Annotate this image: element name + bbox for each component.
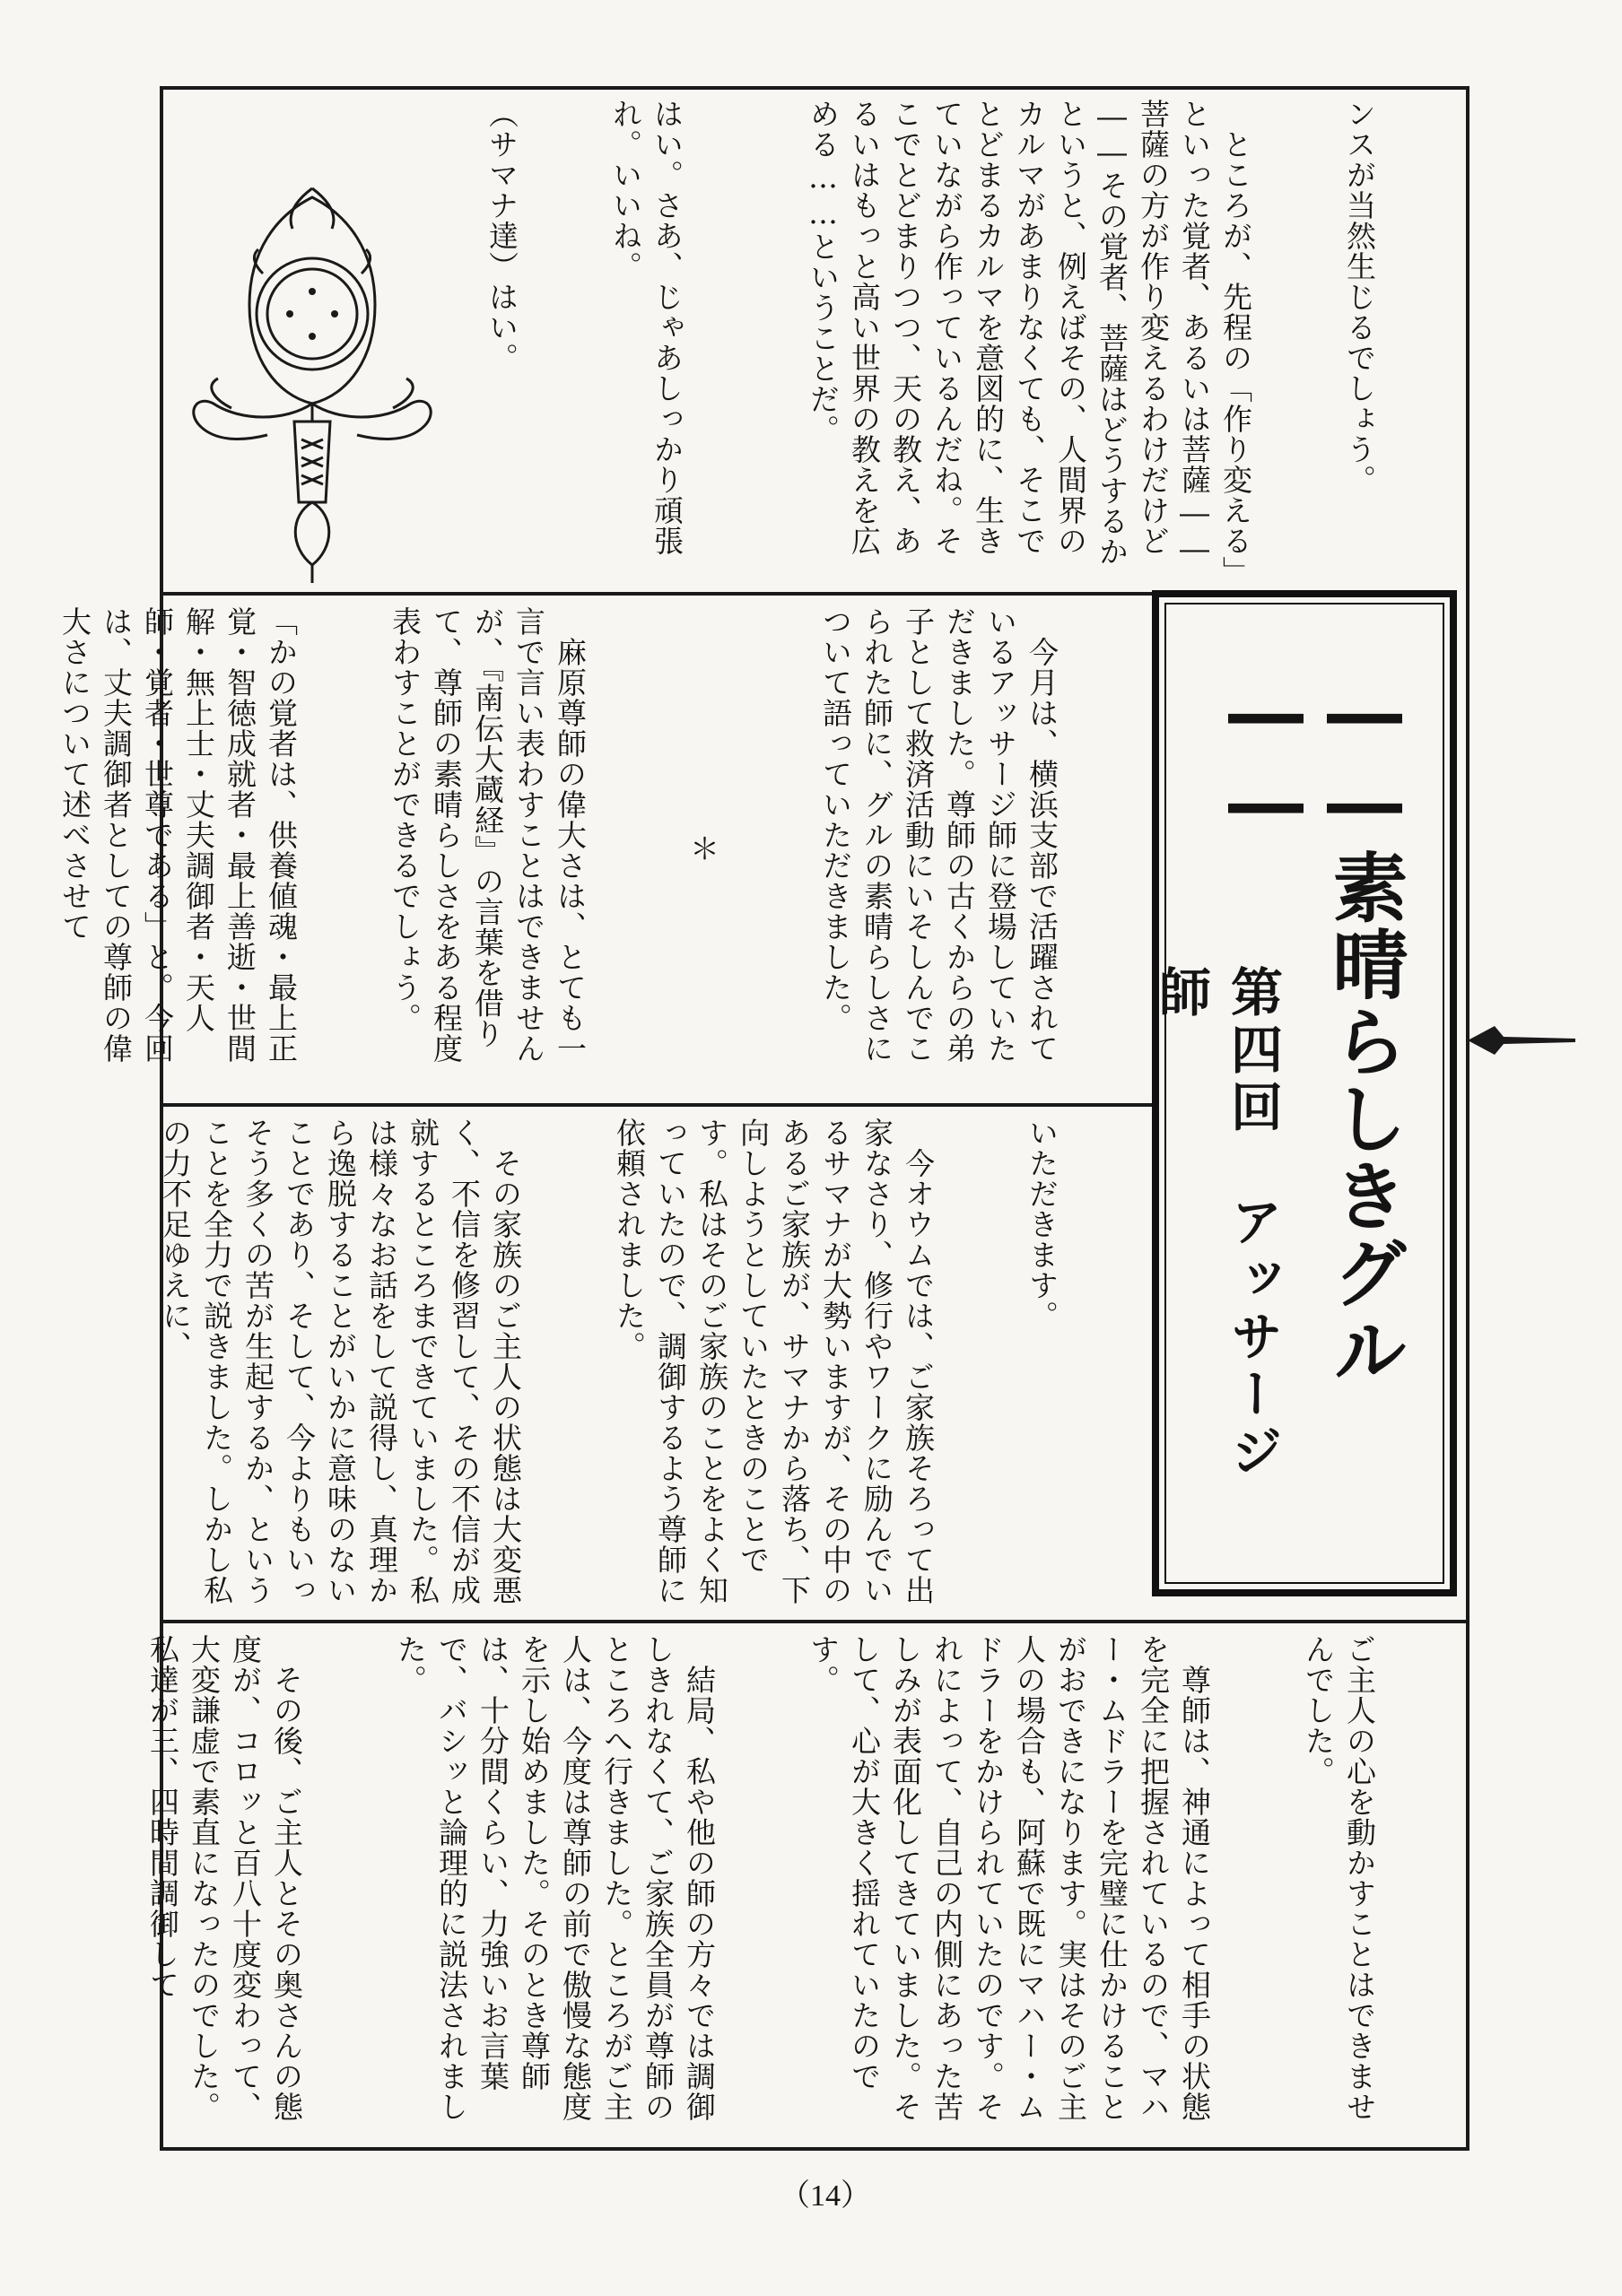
paragraph: ご主人の心を動かすことはできませんでした。: [1301, 1634, 1377, 2122]
dharma-wheel-ornament-icon: [178, 179, 447, 592]
paragraph: （サマナ達）はい。: [484, 99, 519, 373]
page-title: ――素晴らしきグル――: [1222, 669, 1408, 1388]
paragraph: その家族のご主人の状態は大変悪く、不信を修習して、その不信が成就するところまできていました。私は様々なお話をして説得し、真理から逸脱することがいかに意味のないことであり、そして、今よりもいっそう多くの苦が生起するか、ということを全力で説きました。しかし私の力不足ゆえに、: [158, 1118, 523, 1605]
paragraph: いただきます。: [1025, 1118, 1060, 1331]
paragraph: 今オウムでは、ご家族そろって出家なさり、修行やワークに励んでいるサマナが大勢いますが、その中のあるご家族が、サマナから落ち、下向しようとしていたときのことです。私はそのご家族のことをよく知っていたので、調御するよう尊師に依頼されました。: [612, 1118, 936, 1605]
paragraph: 今月は、横浜支部で活躍されているアッサージ師に登場していただきました。尊師の古くからの弟子として救済活動にいそしんでこられた師に、グルの素晴らしさについて語っていただきました。: [818, 606, 1060, 1064]
section-divider-bottom: [160, 1620, 1469, 1623]
section-divider-middle: [160, 1103, 1154, 1107]
section-divider-top: [160, 592, 1154, 596]
paragraph: 麻原尊師の偉大さは、とても一言で言い表わすことはできませんが、『南伝大蔵経』の言葉を借りて、尊師の素晴らしさをある程度表わすことができるでしょう。: [388, 606, 588, 1064]
title-box: [1152, 590, 1457, 1596]
asterisk-separator: ＊: [685, 833, 720, 864]
paragraph: ンスが当然生じるでしょう。: [1342, 99, 1377, 495]
paragraph: 結局、私や他の師の方々では調御しきれなくて、ご家族全員が尊師のところへ行きました。ところがご主人は、今度は尊師の前で傲慢な態度を示し始めました。そのとき尊師は、十分間くらい、力強いお言葉で、バシッと論理的に説法されました。: [393, 1634, 717, 2122]
paragraph: ところが、先程の「作り変える」といった覚者、あるいは菩薩――菩薩の方が作り変えるわけだけど――その覚者、菩薩はどうするかというと、例えばその、人間界のカルマがあまりなくても、そこでとどまるカルマを意図的に、生きていながら作っているんだね。そこでとどまりつつ、天の教え、あるいはもっと高い世界の教えを広める……ということだ。: [806, 99, 1253, 572]
paragraph: はい。さあ、じゃあしっかり頑張れ。いいね。: [608, 99, 685, 556]
top-section-text: [467, 99, 1462, 579]
middle-section-text: [57, 606, 1145, 1091]
paragraph: その後、ご主人とその奥さんの態度が、コロッと百八十度変わって、大変謙虚で素直になったのでした。私達が三、四時間調御して: [145, 1634, 304, 2122]
middle-lower-section-text: [158, 1118, 1145, 1607]
page-number: （14）: [780, 2179, 871, 2213]
ink-mark: [1468, 1013, 1575, 1067]
page-subtitle: 第四回 アッサージ師: [1150, 965, 1283, 1482]
bottom-section-text: [145, 1634, 1462, 2142]
paragraph: 「かの覚者は、供養値魂・最上正覚・智徳成就者・最上善逝・世間解・無上士・丈夫調御者・天人師・覚者・世尊である」と。今回は、丈夫調御者としての尊師の偉大さについて述べさせて: [57, 606, 299, 1064]
paragraph: 尊師は、神通によって相手の状態を完全に把握されているので、マハー・ムドラーを完璧に仕かけることがおできになります。実はそのご主人の場合も、阿蘇で既にマハー・ムドラーをかけられていたのです。それによって、自己の内側にあった苦しみが表面化してきていました。そして、心が大きく揺れていたのです。: [806, 1634, 1212, 2122]
